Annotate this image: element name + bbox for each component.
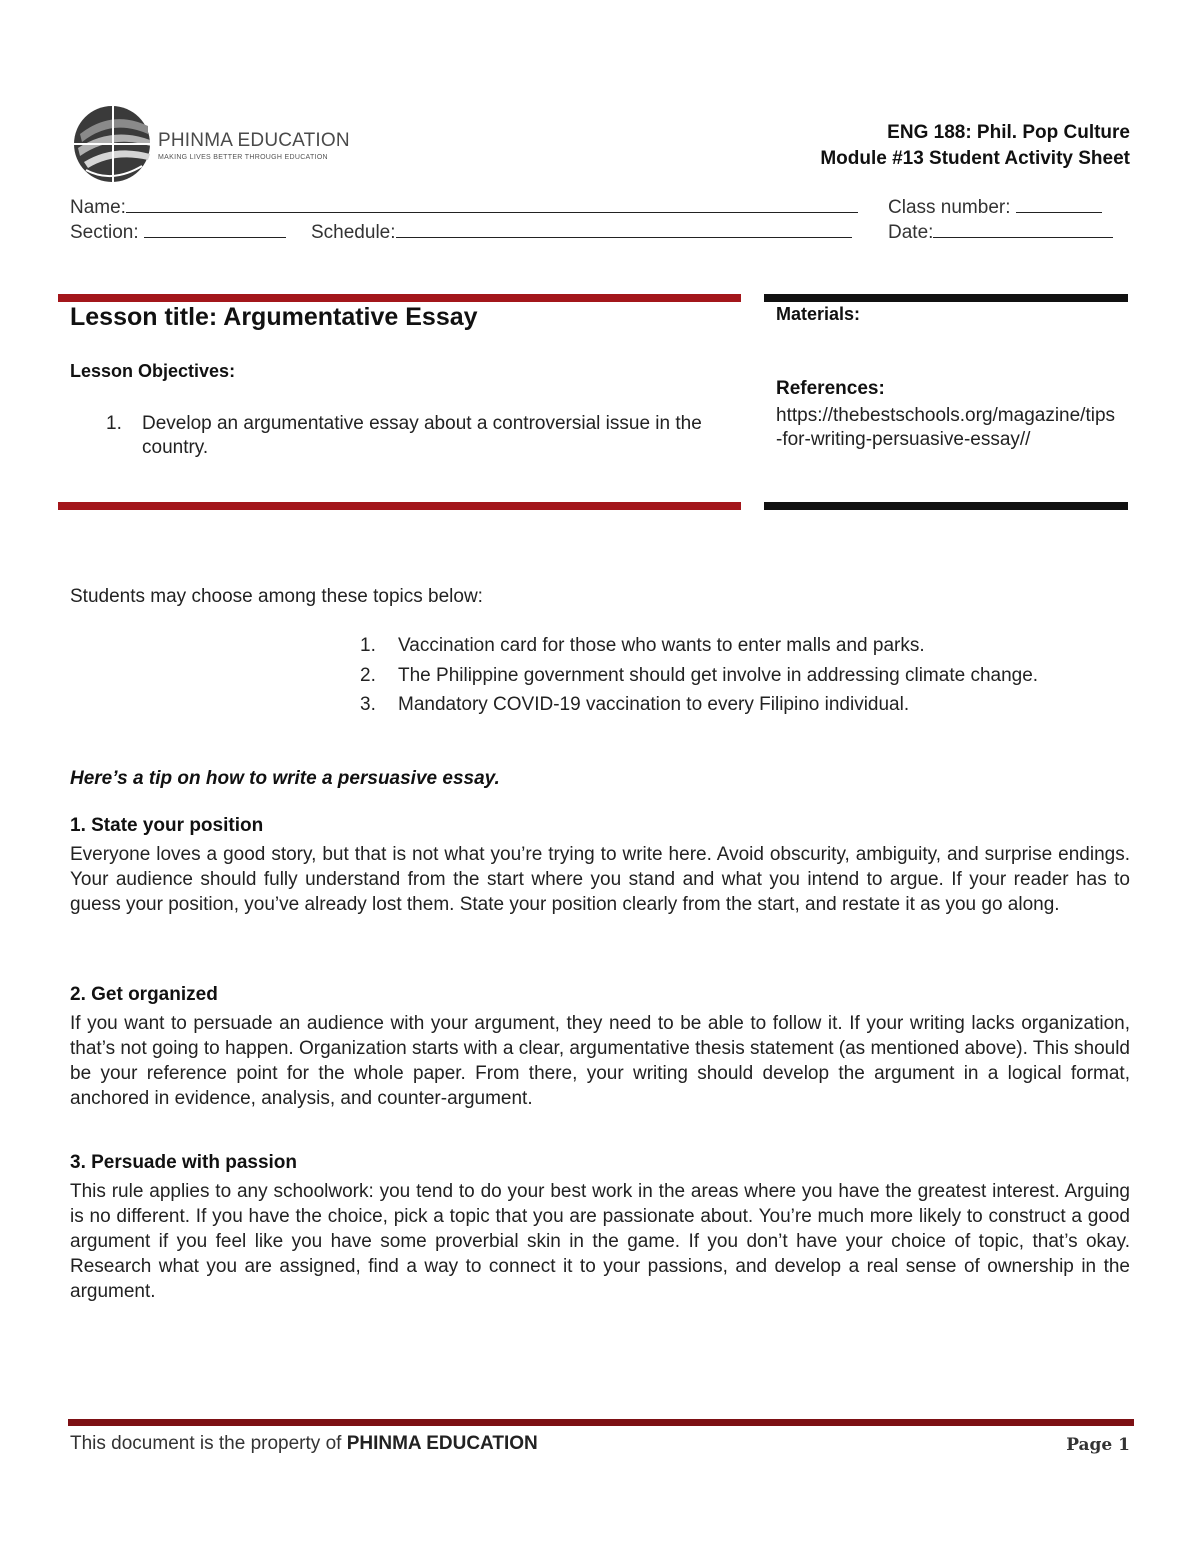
materials-top-bar [764, 294, 1128, 302]
name-label: Name: [70, 197, 126, 218]
lesson-title: Lesson title: Argumentative Essay [70, 303, 478, 331]
schedule-line[interactable] [396, 221, 852, 238]
tips-heading: Here’s a tip on how to write a persuasive essay. [70, 768, 500, 789]
module-title: Module #13 Student Activity Sheet [820, 148, 1130, 169]
course-title: ENG 188: Phil. Pop Culture [887, 122, 1130, 143]
logo-tagline: MAKING LIVES BETTER THROUGH EDUCATION [158, 154, 328, 161]
list-item [350, 661, 1150, 691]
references-heading: References: [776, 378, 885, 399]
date-field [888, 221, 1113, 244]
logo-text [158, 130, 350, 161]
schedule-field [311, 221, 852, 244]
lesson-top-bar [58, 294, 741, 302]
topic-number: 3. [360, 694, 376, 715]
objective-text: Develop an argumentative essay about a controversial issue in the country. [142, 413, 702, 458]
section-field [70, 221, 286, 244]
section-line[interactable] [144, 221, 286, 238]
footer-bar [68, 1419, 1134, 1426]
reference-link[interactable]: https://thebestschools.org/magazine/tips-for-writing-persuasive-essay// [776, 405, 1116, 450]
name-field [70, 196, 858, 219]
list-item [350, 631, 1150, 661]
section-title: 1. State your position [70, 815, 264, 836]
topics-list [350, 631, 1150, 720]
materials-bottom-bar [764, 502, 1128, 510]
lesson-bottom-bar [58, 502, 741, 510]
topic-text: Mandatory COVID-19 vaccination to every Filipino individual. [398, 694, 910, 715]
objectives-list [100, 412, 730, 460]
class-number-field [888, 196, 1102, 219]
topic-number: 2. [360, 664, 376, 686]
objectives-heading: Lesson Objectives: [70, 361, 236, 381]
section-title: 2. Get organized [70, 984, 218, 1005]
section-body: If you want to persuade an audience with your argument, they need to be able to follow it. If your writing lacks organization, that’s not going to happen. Organization starts with a clear, argumentative thesis statement (as mentioned above). This should be your reference point for the whole paper. From there, your writing should develop the argument in a logical format, anchored in evidence, analysis, and counter-argument. [70, 1013, 1130, 1109]
section-title: 3. Persuade with passion [70, 1152, 298, 1173]
list-item [350, 690, 1150, 720]
name-line[interactable] [126, 196, 858, 213]
topic-number: 1. [360, 635, 376, 656]
class-number-line[interactable] [1016, 196, 1102, 213]
materials-heading: Materials: [776, 304, 861, 324]
list-item [100, 412, 730, 460]
section-body: This rule applies to any schoolwork: you tend to do your best work in the areas where you have the greatest interest. Arguing is no different. If you have the choice, pick a topic that you are passionate about. You’re much more likely to construct a good argument if you feel like you have some proverbial skin in the game. If you don’t have your choice of topic, that’s okay. Research what you are assigned, find a way to connect it to your passions, and develop a real sense of ownership in the argument. [70, 1181, 1130, 1302]
section-body: Everyone loves a good story, but that is not what you’re trying to write here. Avoid obscurity, ambiguity, and surprise endings. Your audience should fully understand from the start where you stand and what you intend to argue. If your reader has to guess your position, you’ve already lost them. State your position clearly from the start, and restate it as you go along. [70, 844, 1130, 915]
logo-name: PHINMA EDUCATION [158, 130, 350, 151]
topic-text: The Philippine government should get involve in addressing climate change. [398, 664, 1039, 686]
class-number-label: Class number: [888, 197, 1011, 218]
objective-number: 1. [106, 413, 122, 434]
schedule-label: Schedule: [311, 222, 396, 243]
footer-text [70, 1433, 538, 1455]
topic-text: Vaccination card for those who wants to enter malls and parks. [398, 635, 925, 656]
logo [72, 104, 162, 186]
footer-prefix: This document is the property of [70, 1433, 347, 1454]
date-line[interactable] [933, 221, 1113, 238]
date-label: Date: [888, 222, 934, 243]
footer-owner: PHINMA EDUCATION [346, 1433, 538, 1454]
phinma-globe-logo-icon [72, 104, 162, 186]
page-number: Page 1 [1066, 1435, 1130, 1455]
section-label: Section: [70, 222, 139, 243]
document-header [820, 120, 1130, 172]
topics-intro: Students may choose among these topics below: [70, 586, 483, 607]
